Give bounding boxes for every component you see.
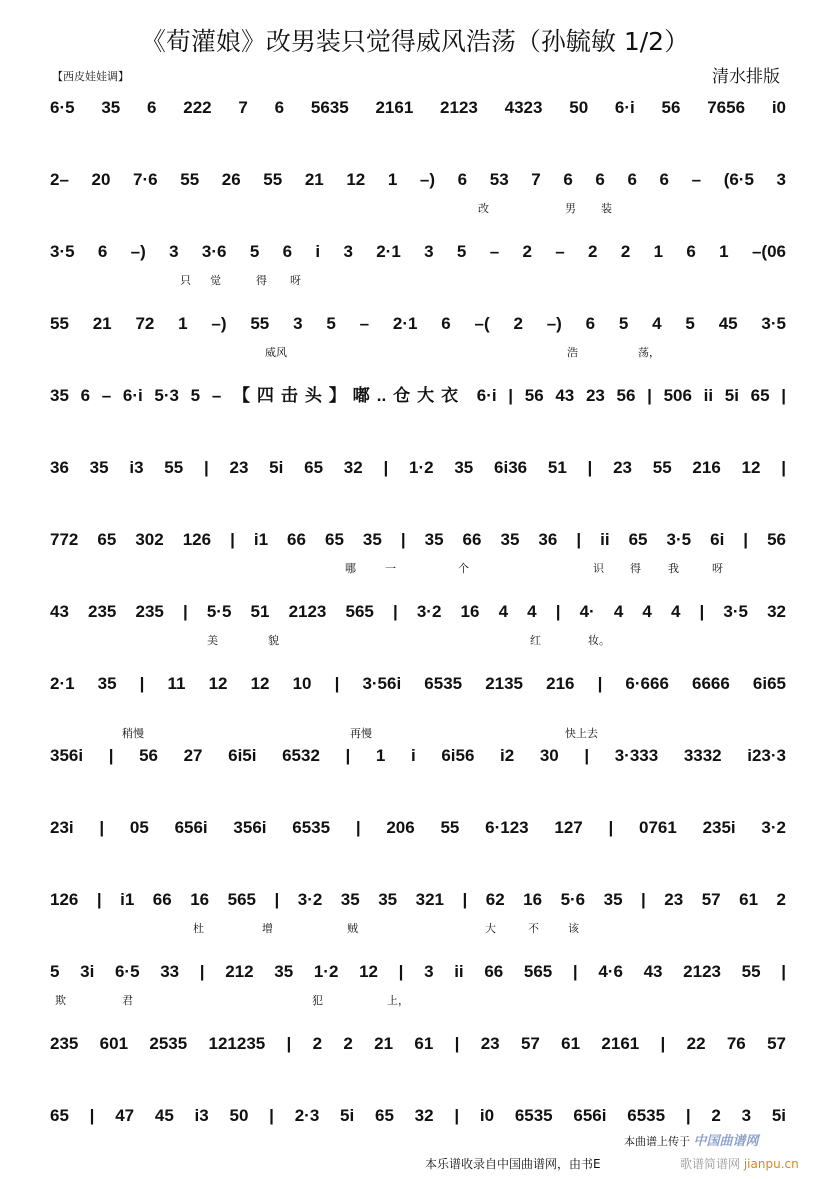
lyric: 一 [385, 562, 396, 575]
lyric: 哪 [345, 562, 356, 575]
notation-row: 35 6 – 6·i 5·3 5 – 【四击头】嘟..仓大衣 6·i | 56 43 23 56 | 506 ii 5i 65 | [50, 386, 786, 405]
lyric: 欺 [55, 994, 66, 1007]
lyric: 上， [387, 994, 409, 1007]
notation-row: 65 | 47 45 i3 50 | 2·3 5i 65 32 | i0 6535 656i 6535 | 2 3 5i [50, 1106, 786, 1125]
lyric: 美 [207, 634, 218, 647]
notation-row: 55 21 72 1 –) 55 3 5 – 2·1 6 –( 2 –) 6 5 4 5 45 3·5 [50, 314, 786, 333]
notation-row: 5 3i 6·5 33 | 212 35 1·2 12 | 3 ii 66 565 | 4·6 43 2123 55 | [50, 962, 786, 981]
notation-row: 2– 20 7·6 55 26 55 21 12 1 –) 6 53 7 6 6 6 6 – (6·5 3 [50, 170, 786, 189]
notation-row: 43 235 235 | 5·5 51 2123 565 | 3·2 16 4 4 | 4· 4 4 4 | 3·5 32 [50, 602, 786, 621]
notation-row: 126 | i1 66 16 565 | 3·2 35 35 321 | 62 16 5·6 35 | 23 57 61 2 [50, 890, 786, 909]
tempo-mark: 稍慢 [122, 727, 144, 740]
lyric: 呀 [290, 274, 301, 287]
lyric: 得 [256, 274, 267, 287]
tune-tag: 【西皮娃娃调】 [52, 70, 129, 83]
lyric: 大 [485, 922, 496, 935]
tempo-mark: 再慢 [350, 727, 372, 740]
arranger-credit: 清水排版 [712, 67, 780, 87]
lyric: 男 [565, 202, 576, 215]
lyric: 呀 [712, 562, 723, 575]
lyric: 貌 [268, 634, 279, 647]
watermark [680, 1155, 799, 1172]
watermark-text: 歌谱简谱网 [680, 1157, 741, 1171]
notation-row: 2·1 35 | 11 12 12 10 | 3·56i 6535 2135 216 | 6·666 6666 6i65 [50, 674, 786, 693]
notation-row: 36 35 i3 55 | 23 5i 65 32 | 1·2 35 6i36 51 | 23 55 216 12 | [50, 458, 786, 477]
lyric: 该 [568, 922, 579, 935]
lyric: 犯 [312, 994, 323, 1007]
notation-row: 772 65 302 126 | i1 66 65 35 | 35 66 35 36 | ii 65 3·5 6i | 56 [50, 530, 786, 549]
upload-note-text: 本曲谱上传于 [624, 1135, 690, 1148]
lyric: 君 [122, 994, 133, 1007]
footer-source: 本乐谱收录自中国曲谱网，由书Ε [425, 1157, 601, 1171]
lyric: 我 [668, 562, 679, 575]
lyric: 杜 [193, 922, 204, 935]
site-logo: 中国曲谱网 [693, 1134, 759, 1149]
lyric: 改 [478, 202, 489, 215]
lyric: 觉 [210, 274, 221, 287]
lyric: 红 [530, 634, 541, 647]
lyric: 识 [593, 562, 604, 575]
lyric: 妆。 [588, 634, 610, 647]
lyric: 只 [180, 274, 191, 287]
tempo-mark: 快上去 [565, 727, 598, 740]
lyric: 贼 [347, 922, 358, 935]
lyric: 威风 [265, 346, 287, 359]
lyric: 不 [528, 922, 539, 935]
lyric: 荡， [638, 346, 660, 359]
notation-row: 3·5 6 –) 3 3·6 5 6 i 3 2·1 3 5 – 2 – 2 2 1 6 1 –(06 [50, 242, 786, 261]
notation-row: 235 601 2535 121235 | 2 2 21 61 | 23 57 61 2161 | 22 76 57 [50, 1034, 786, 1053]
notation-row: 356i | 56 27 6i5i 6532 | 1 i 6i56 i2 30 | 3·333 3332 i23·3 [50, 746, 786, 765]
lyric: 增 [262, 922, 273, 935]
notation-row: 6·5 35 6 222 7 6 5635 2161 2123 4323 50 6·i 56 7656 i0 [50, 98, 786, 117]
score-title: 《荀灌娘》改男装只觉得威风浩荡（孙毓敏 1/2） [140, 27, 690, 56]
notation-row: 23i | 05 656i 356i 6535 | 206 55 6·123 127 | 0761 235i 3·2 [50, 818, 786, 837]
lyric: 装 [601, 202, 612, 215]
lyric: 得 [630, 562, 641, 575]
lyric: 浩 [567, 346, 578, 359]
upload-note [620, 1134, 763, 1149]
watermark-url: jianpu.cn [743, 1157, 799, 1171]
lyric: 个 [458, 562, 469, 575]
